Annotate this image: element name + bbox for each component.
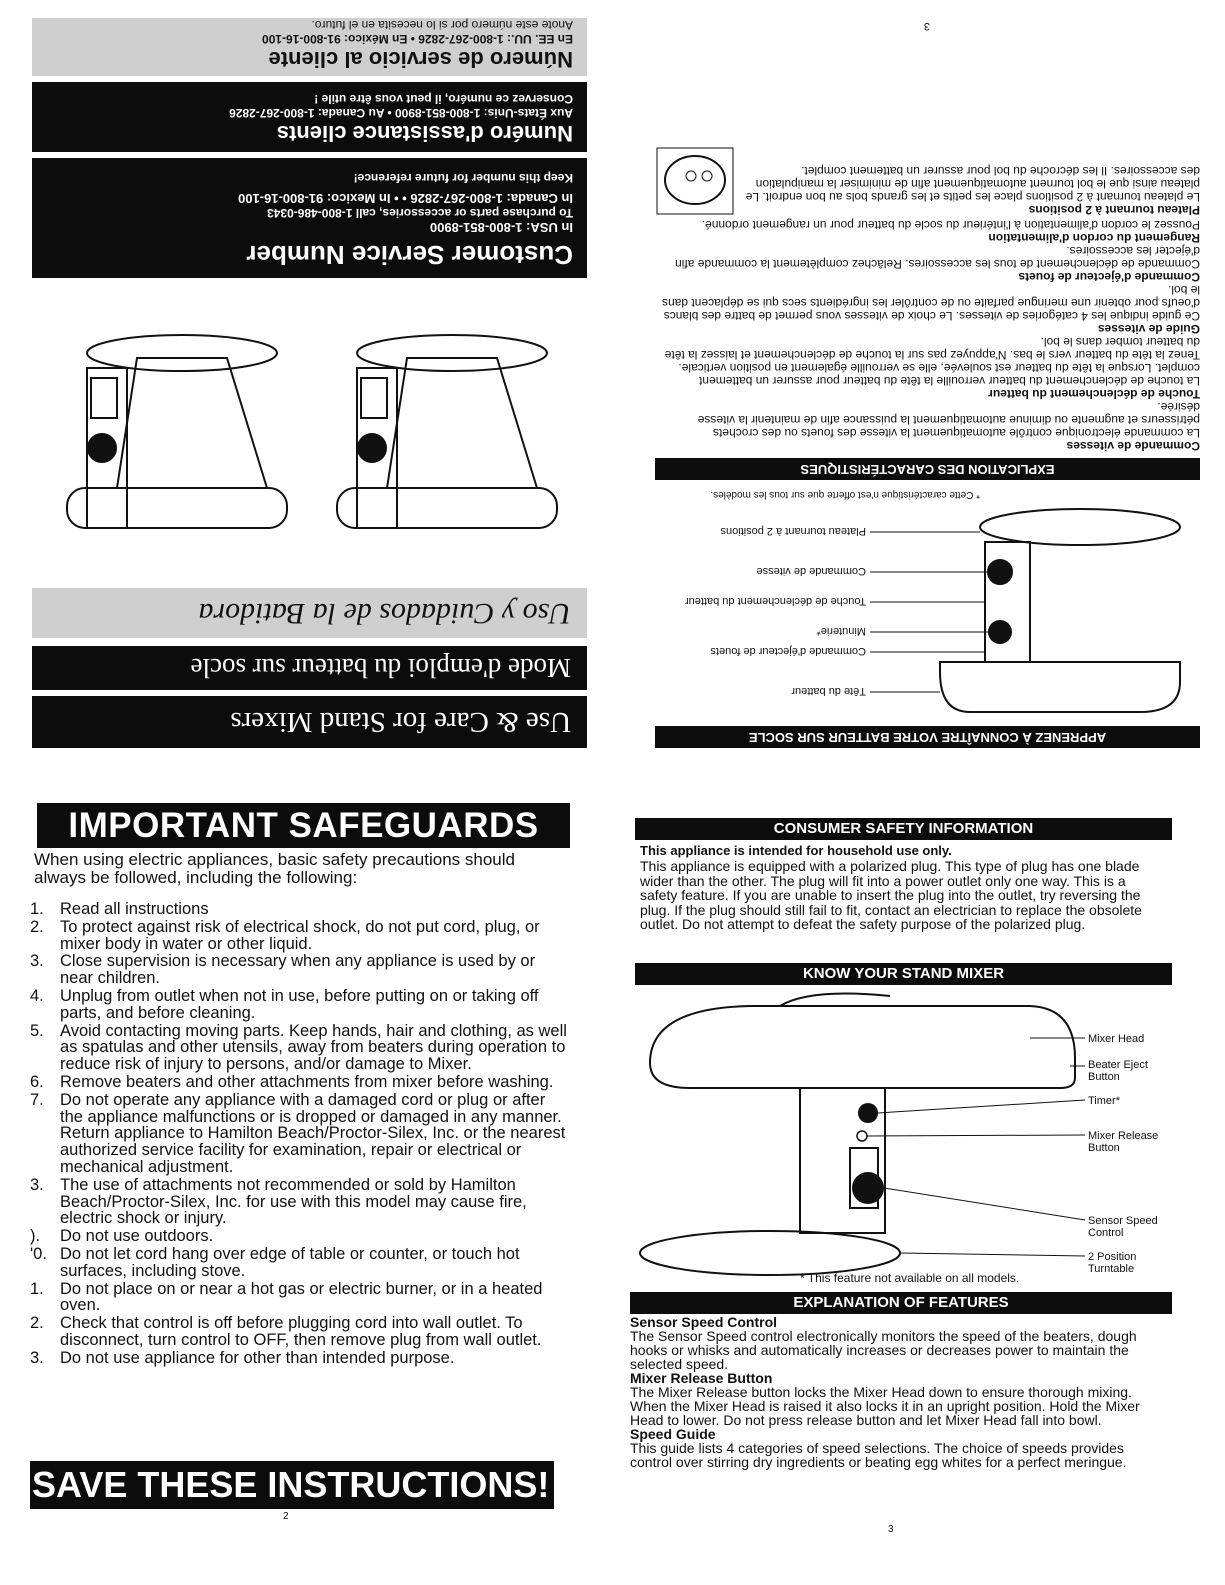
fr-label-speed: Commande de vitesse — [756, 565, 866, 577]
safeguards-intro: When using electric appliances, basic safety precautions should always be followed, including the following: — [34, 850, 515, 887]
safeguard-item — [30, 1092, 570, 1176]
fr-cord-heading: Rangement du cordon d'alimentation — [988, 231, 1200, 245]
figure-footnote: * This feature not available on all models. — [800, 1271, 1020, 1285]
fr-fig-note: * Cette caractéristique n'est offerte que sur tous les modèles. — [710, 489, 980, 500]
label-timer: Timer* — [1088, 1095, 1120, 1107]
cs-en-line2: To purchase parts or accessories, call 1-800-486-0343 — [267, 206, 573, 220]
safeguard-number: 3. — [30, 1175, 44, 1194]
safeguard-number: 2. — [30, 917, 44, 936]
label-mixer-head: Mixer Head — [1088, 1033, 1145, 1045]
label-beater-eject-1: Beater Eject — [1088, 1059, 1148, 1071]
turntable-shape — [640, 1231, 900, 1275]
safety-text: This appliance is equipped with a polarized plug. This type of plug has one blade wider than the other. The plug will fit into a power outlet only one way. This is a safety feature. If you are unable to insert the plug into the outlet, try reversing the plug. If the plug should still fail to fit, contact an electrician to replace the obsolete outlet. Do not attempt to defeat the safety purpose of the polarized plug. — [640, 858, 1142, 932]
label-turntable-2: Turntable — [1088, 1263, 1135, 1275]
safeguard-number: 5. — [30, 1021, 44, 1040]
safeguard-item — [30, 1281, 570, 1315]
cs-fr-line2: Conservez ce numéro, il peut vous être utile ! — [314, 92, 573, 106]
safeguards-header: IMPORTANT SAFEGUARDS — [37, 803, 570, 848]
cs-en-line1: In USA: 1-800-851-8900 — [429, 220, 573, 235]
safeguard-number: ). — [30, 1227, 41, 1246]
feature-text: The Sensor Speed control electronically monitors the speed of the beaters, dough hooks or whisks and automatically increases or decreases power to maintain the selected speed. — [630, 1328, 1137, 1372]
page-number-left: 2 — [283, 1511, 289, 1522]
fr-turntable-illustration — [655, 146, 735, 216]
safeguards-list — [30, 901, 570, 1368]
cs-en-title: Customer Service Number — [246, 240, 573, 270]
feature-heading: Speed Guide — [630, 1426, 716, 1442]
customer-service-fr — [32, 82, 587, 152]
label-beater-eject-2: Button — [1088, 1071, 1120, 1083]
release-button-shape — [857, 1131, 867, 1141]
safeguard-text: Avoid contacting moving parts. Keep hands, hair and clothing, as well as spatulas and other utensils, away from beaters during operation to reduce risk of injury to persons, and/or damage to Mixer. — [60, 1021, 567, 1074]
fr-speed-control-heading: Commande de vitesses — [1066, 439, 1200, 453]
safeguard-item — [30, 1177, 570, 1227]
cs-es-line2: Anote este número por si lo necesita en el futuro. — [311, 18, 573, 32]
fr-release-heading: Touche de déclenchement du batteur — [988, 387, 1200, 401]
mixer-diagram — [630, 988, 1200, 1283]
cs-en-line3: In Canada: 1-800-267-2826 • • In Mexico: 91-800-16-100 — [238, 191, 573, 206]
safeguard-item — [30, 1228, 570, 1245]
feature-heading: Sensor Speed Control — [630, 1314, 778, 1330]
safeguard-number: 3. — [30, 1348, 44, 1367]
feature-text: The Mixer Release button locks the Mixer Head down to ensure thorough mixing. When the Mixer Head is raised it also locks it in an upright position. Hold the Mixer Head to lower. Do not press release button and let Mixer Head fall into bowl. — [630, 1384, 1140, 1428]
safeguard-item — [30, 953, 570, 987]
customer-service-es — [32, 18, 587, 76]
label-speed-2: Control — [1088, 1227, 1124, 1239]
safeguard-text: Do not use appliance for other than intended purpose. — [60, 1348, 455, 1367]
safeguard-number: '0. — [30, 1244, 47, 1263]
fr-eject-text: Commande de déclenchement de tous les accessoires. Relâchez complètement la commande afin d'éjecter les accessoires. — [675, 244, 1200, 271]
cover-title-fr: Mode d'emploi du batteur sur socle — [32, 646, 587, 690]
safeguard-item — [30, 988, 570, 1022]
fr-eject-heading: Commande d'éjecteur de fouets — [1018, 270, 1200, 284]
safeguard-number: 1. — [30, 1279, 44, 1298]
safeguard-number: 1. — [30, 900, 44, 918]
safeguard-text: To protect against risk of electrical shock, do not put cord, plug, or mixer body in water or other liquid. — [60, 917, 540, 953]
fr-label-eject: Commande d'éjecteur de fouets — [710, 645, 866, 657]
fr-page-number: 3 — [923, 20, 930, 32]
safety-bar: CONSUMER SAFETY INFORMATION — [635, 818, 1172, 840]
safeguard-text: Read all instructions — [60, 900, 209, 918]
safeguard-number: 3. — [30, 952, 44, 971]
safeguard-item — [30, 919, 570, 953]
safeguard-text: The use of attachments not recommended or sold by Hamilton Beach/Proctor-Silex, Inc. for use with this model may cause fire, electric shock or injury. — [60, 1175, 527, 1228]
page-number-right: 3 — [888, 1524, 894, 1535]
features-panel — [630, 818, 1200, 1538]
safeguard-item — [30, 1074, 570, 1091]
fr-speed-control-text: La commande électronique contrôle automatiquement la vitesse des fouets ou des crochets pétrisseurs et augmente ou diminue automatiquement la puissance afin de maintenir la vitesse désirée. — [697, 400, 1200, 440]
safeguard-item — [30, 1246, 570, 1280]
safeguard-item — [30, 1315, 570, 1349]
timer-knob — [858, 1103, 878, 1123]
fr-label-timer: Minuterie* — [816, 625, 866, 637]
cover-title-en: Use & Care for Stand Mixers — [32, 696, 587, 748]
cs-es-line1: En EE. UU.: 1-800-267-2826 • En México: 91-800-16-100 — [261, 32, 573, 46]
customer-service-en — [32, 158, 587, 278]
safeguard-item — [30, 1023, 570, 1073]
fr-cord-text: Poussez le cordon d'alimentation à l'intérieur du socle du batteur pour un rangement ordonné. — [701, 218, 1200, 232]
safeguards-panel — [30, 803, 570, 1533]
fr-features-text — [655, 146, 1200, 452]
safeguard-text: Unplug from outlet when not in use, before putting on or taking off parts, and before cleaning. — [60, 986, 539, 1022]
safeguard-text: Do not operate any appliance with a damaged cord or plug or after the appliance malfunctions or is dropped or damaged in any manner. Return appliance to Hamilton Beach/Proctor-Silex, Inc. or the nearest authorized service facility for examination, repair or electrical or mechanical adjustment. — [60, 1090, 566, 1176]
fr-guide-text: Ce guide indique les 4 catégories de vitesses. Le choix de vitesses vous permet de battre des blancs d'oeufs pour obtenir une meringue parfaite ou de contrôler les ingrédients secs qui se déplacent dans le bol. — [662, 283, 1200, 323]
label-release-1: Mixer Release — [1088, 1130, 1159, 1142]
fr-release-text: La touche de déclenchement du batteur verrouille la tête du batteur pour assurer un battement complet. Lorsque la tête du batteur est soulevée, elle se verrouille également en position verticale. Tenez la tête du batteur vers le bas. N'appuyez pas sur la touche de déclenchement et laissez la tête du batteur tomber dans le bol. — [664, 335, 1200, 388]
fr-features-bar: EXPLICATION DES CARACTÉRISTIQUES — [655, 458, 1200, 480]
save-instructions-banner: SAVE THESE INSTRUCTIONS! — [30, 1461, 554, 1509]
safeguard-number: 2. — [30, 1314, 44, 1333]
cs-fr-line1: Aux États-Unis: 1-800-851-8900 • Au Canada: 1-800-267-2826 — [229, 106, 573, 120]
safeguard-text: Do not use outdoors. — [60, 1227, 214, 1246]
safeguard-number: 7. — [30, 1090, 44, 1109]
fr-turntable-text: Le plateau tournant à 2 positions place les petits et les grands bols au bon endroit. Le plateau ainsi que le bol tournent automatiquement afin de minimiser la manipulation des accessoires. Il les décroche du bol pour assurer un battement complet. — [745, 164, 1200, 204]
fr-label-release: Touche de déclenchement du batteur — [684, 595, 866, 607]
safety-subheading: This appliance is intended for household use only. — [640, 843, 952, 858]
know-mixer-bar: KNOW YOUR STAND MIXER — [635, 963, 1172, 985]
mixer-head-shape — [650, 1006, 1075, 1088]
features-bar: EXPLANATION OF FEATURES — [630, 1292, 1172, 1314]
safeguard-item — [30, 901, 570, 918]
cover-title-es: Uso y Cuidados de la Batidora — [32, 588, 587, 638]
feature-text: This guide lists 4 categories of speed selections. The choice of speeds provides control over stirring dry ingredients or beating egg whites for a perfect meringue. — [630, 1440, 1127, 1470]
cs-en-line4: Keep this number for future reference! — [353, 171, 573, 185]
label-release-2: Button — [1088, 1142, 1120, 1154]
safeguard-text: Do not let cord hang over edge of table or counter, or touch hot surfaces, including stove. — [60, 1244, 520, 1280]
fr-label-turntable: Plateau tournant à 2 positions — [720, 525, 866, 537]
cover-panel-upside-down — [32, 18, 587, 748]
safeguard-text: Remove beaters and other attachments from mixer before washing. — [60, 1072, 554, 1091]
features-list — [630, 1315, 1150, 1469]
cover-mixer-illustrations — [32, 318, 587, 578]
safeguard-text: Close supervision is necessary when any appliance is used by or near children. — [60, 952, 536, 988]
label-turntable-1: 2 Position — [1088, 1251, 1137, 1263]
fr-guide-heading: Guide de vitesses — [1097, 322, 1200, 336]
french-page-upside-down — [640, 18, 1200, 748]
fr-mixer-diagram — [640, 502, 1200, 722]
speed-knob — [852, 1172, 884, 1204]
fr-label-head: Tête du batteur — [791, 685, 866, 697]
safeguard-item — [30, 1350, 570, 1367]
cs-es-title: Número de servicio al cliente — [268, 47, 573, 72]
feature-heading: Mixer Release Button — [630, 1370, 773, 1386]
safeguard-text: Do not place on or near a hot gas or electric burner, or in a heated oven. — [60, 1279, 543, 1315]
fr-know-bar: APPRENEZ À CONNAÎTRE VOTRE BATTEUR SUR SOCLE — [655, 726, 1200, 748]
safeguard-number: 4. — [30, 986, 44, 1005]
label-speed-1: Sensor Speed — [1088, 1215, 1158, 1227]
fr-turntable-heading: Plateau tournant à 2 positions — [1028, 203, 1200, 217]
cs-fr-title: Numéro d'assistance clients — [276, 121, 573, 146]
safeguard-number: 6. — [30, 1072, 44, 1091]
safeguard-text: Check that control is off before plugging cord into wall outlet. To disconnect, turn control to OFF, then remove plug from wall outlet. — [60, 1314, 542, 1349]
